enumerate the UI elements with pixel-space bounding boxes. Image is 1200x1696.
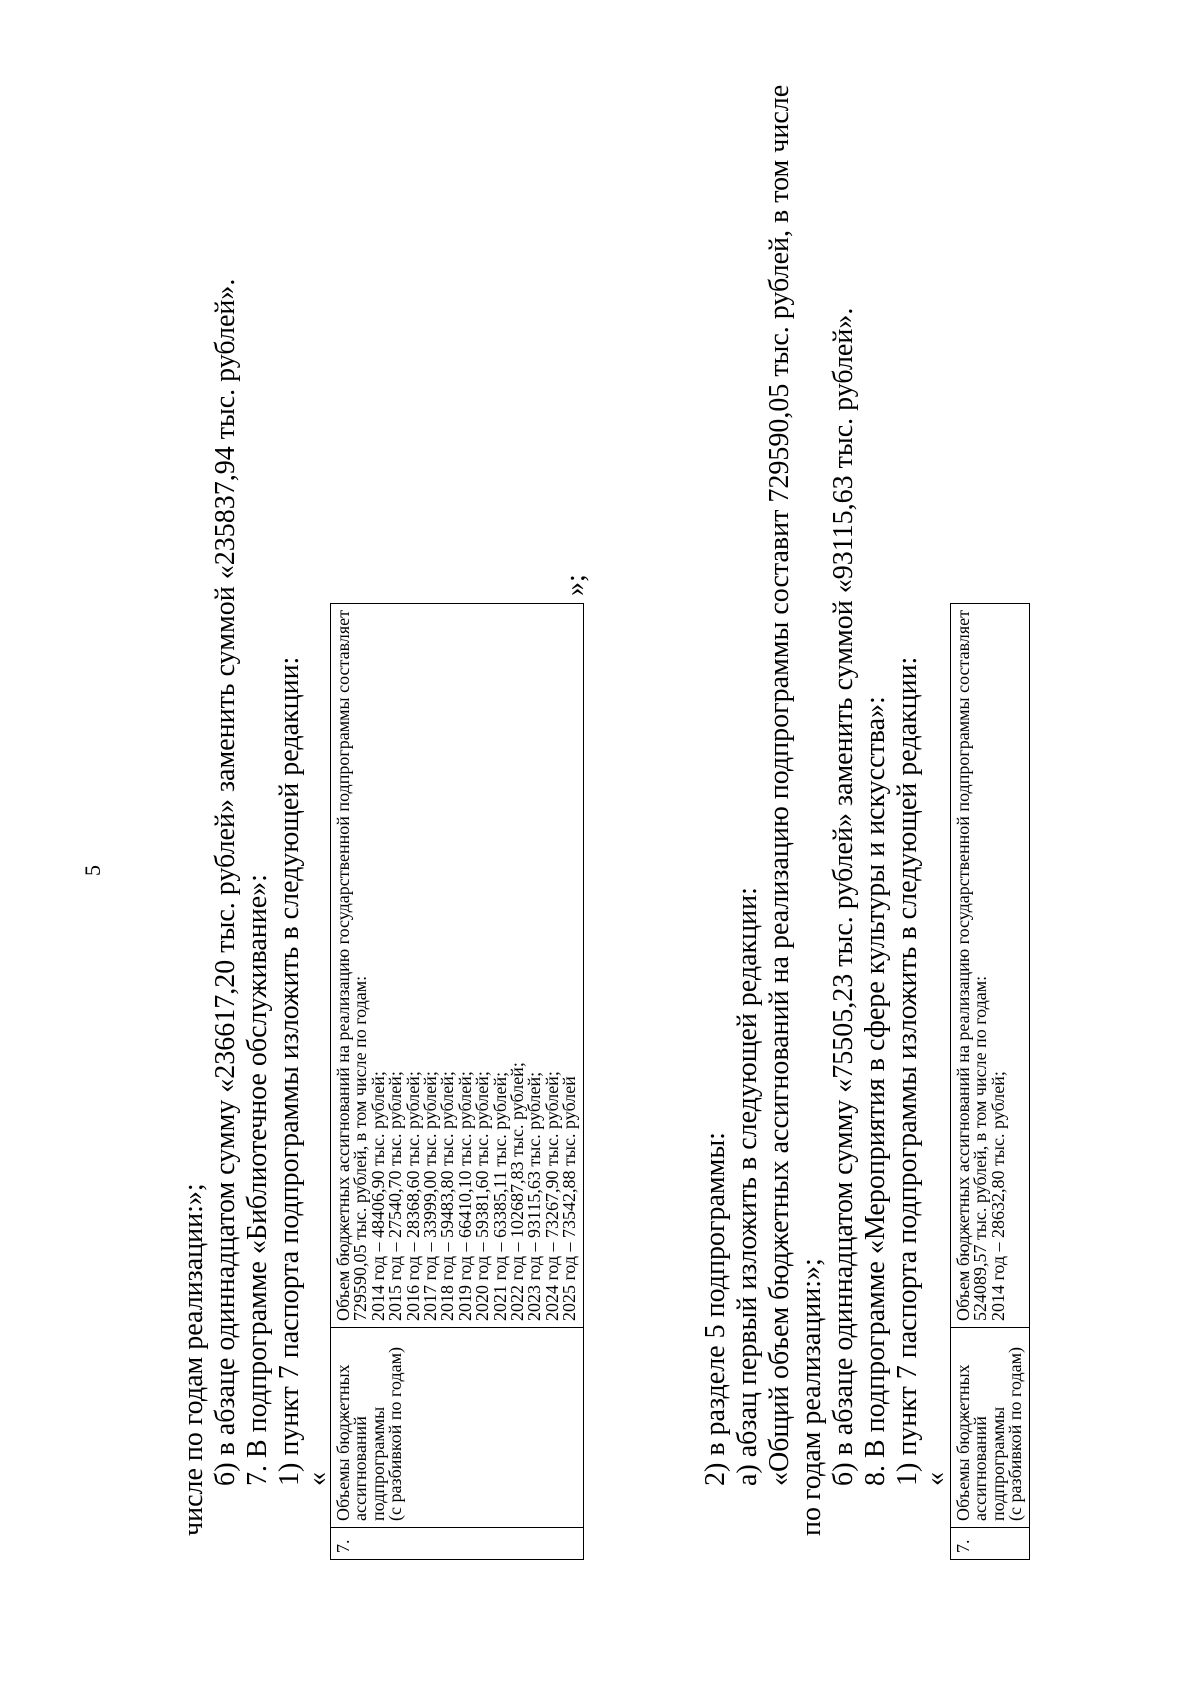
item-label-line: (с разбивкой по годам): [385, 1347, 406, 1521]
year-amount: 2022 год – 102687,83 тыс. рублей;: [507, 1062, 528, 1322]
paragraph-line: 1) пункт 7 паспорта подпрограммы изложить в следующей редакции:: [892, 656, 923, 1486]
year-amount: 2025 год – 73542,88 тыс. рублей: [559, 1076, 580, 1322]
table-row: [951, 604, 1030, 1560]
item-number: 7.: [951, 1527, 1030, 1559]
paragraph-line: 8. В подпрограмме «Мероприятия в сфере культуры и искусства»:: [860, 696, 891, 1486]
open-quote: «: [920, 1472, 951, 1486]
amount-intro: Объем бюджетных ассигнований на реализацию государственной подпрограммы составляет: [333, 610, 353, 1322]
year-amount: 2021 год – 63385,11 тыс. рублей;: [489, 1071, 510, 1322]
year-amount: 2018 год – 59483,80 тыс. рублей;: [437, 1071, 458, 1322]
item-value: [331, 604, 584, 1328]
paragraph-line: «Общий объем бюджетных ассигнований на реализацию подпрограммы составит 729590,05 тыс. рублей, в том числе: [764, 84, 795, 1486]
table-row: [331, 604, 584, 1560]
item-label-line: Объемы бюджетных ассигнований подпрограммы: [333, 1364, 388, 1521]
paragraph-line: а) абзац первый изложить в следующей редакции:: [732, 887, 763, 1486]
passport-table-culture: [950, 603, 1030, 1560]
item-label: [951, 1328, 1030, 1528]
item-label-line: Объемы бюджетных ассигнований подпрограммы: [953, 1364, 1008, 1521]
item-label-line: (с разбивкой по годам): [1005, 1347, 1026, 1521]
page-number: 5: [80, 865, 105, 876]
paragraph-line: по годам реализации:»;: [796, 1258, 827, 1536]
passport-table-library: [330, 603, 584, 1560]
paragraph-line: б) в абзаце одиннадцатом сумму «236617,20 тыс. рублей» заменить суммой «235837,94 тыс. рублей».: [210, 278, 241, 1486]
year-amount: 2014 год – 48406,90 тыс. рублей;: [367, 1071, 388, 1322]
paragraph-line: числе по годам реализации:»;: [178, 1183, 209, 1536]
item-value: [951, 604, 1030, 1328]
year-amount: 2017 год – 33999,00 тыс. рублей;: [420, 1071, 441, 1322]
amount-total: 729590,05 тыс. рублей, в том числе по годам:: [350, 975, 371, 1322]
paragraph-line: 2) в разделе 5 подпрограммы:: [700, 1132, 731, 1486]
year-amount: 2020 год – 59381,60 тыс. рублей;: [472, 1071, 493, 1322]
year-amount: 2023 год – 93115,63 тыс. рублей;: [524, 1071, 545, 1322]
year-amount: 2019 год – 66410,10 тыс. рублей;: [454, 1071, 475, 1322]
year-amount: 2024 год – 73267,90 тыс. рублей;: [541, 1071, 562, 1322]
paragraph-line: б) в абзаце одиннадцатом сумму «75505,23 тыс. рублей» заменить суммой «93115,63 тыс. рублей».: [828, 307, 859, 1486]
paragraph-line: 7. В подпрограмме «Библиотечное обслуживание»:: [242, 874, 273, 1486]
close-quote: »;: [560, 574, 591, 596]
year-amount: 2015 год – 27540,70 тыс. рублей;: [385, 1071, 406, 1322]
item-number: 7.: [331, 1527, 584, 1559]
amount-intro: Объем бюджетных ассигнований на реализацию государственной подпрограммы составляет: [953, 610, 973, 1322]
amount-total: 524089,57 тыс. рублей, в том числе по годам:: [970, 975, 991, 1322]
year-amount: 2016 год – 28368,60 тыс. рублей;: [402, 1071, 423, 1322]
open-quote: «: [302, 1472, 333, 1486]
item-label: [331, 1328, 584, 1528]
year-amount: 2014 год – 28632,80 тыс. рублей;: [987, 1071, 1008, 1322]
paragraph-line: 1) пункт 7 паспорта подпрограммы изложить в следующей редакции:: [274, 656, 305, 1486]
